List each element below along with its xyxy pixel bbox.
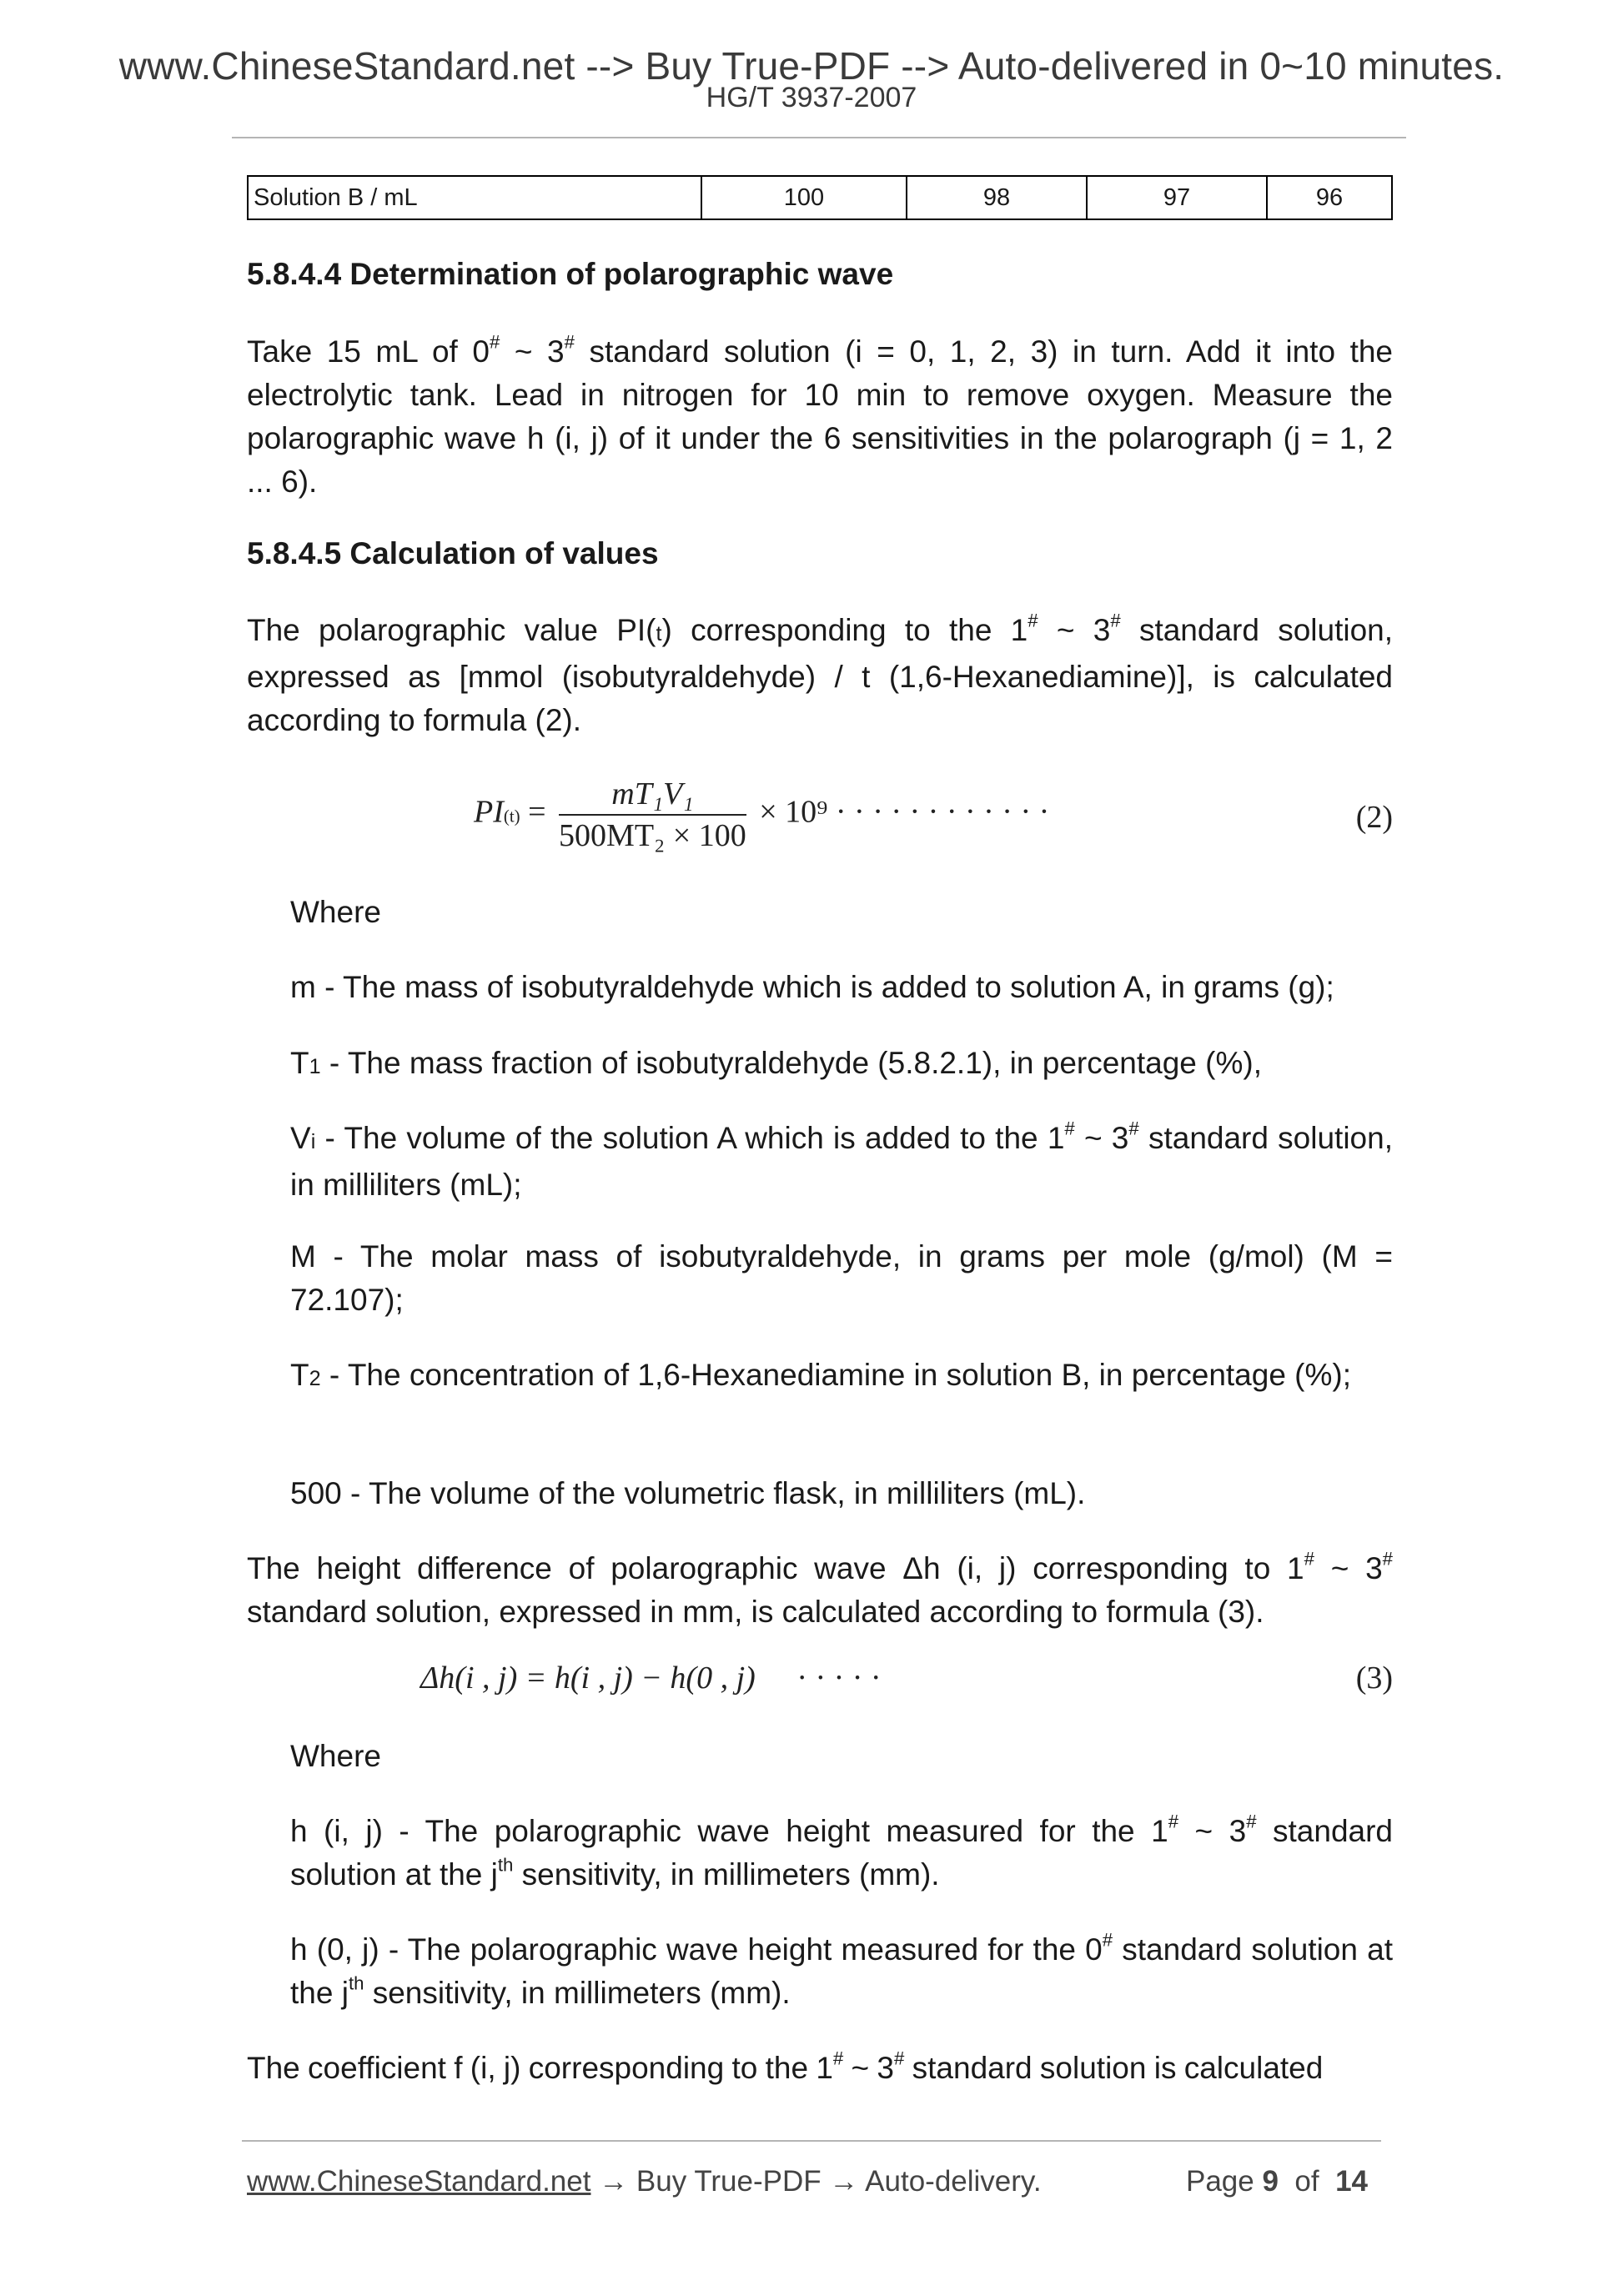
section-heading-5-8-4-5: 5.8.4.5 Calculation of values: [247, 536, 659, 570]
footer-divider: [242, 2140, 1381, 2142]
solution-table: [247, 175, 1393, 220]
table-cell: 97: [1087, 176, 1267, 219]
table-cell-label: Solution B / mL: [248, 176, 701, 219]
where-label: Where: [290, 895, 381, 929]
paragraph-determination: Take 15 mL of 0# ~ 3# standard solution (i = 0, 1, 2, 3) in turn. Add it into the electrolytic tank. Lead in nitrogen for 10 min to remove oxygen. Measure the polarographic wave h (i, j) of it under the 6 sensitivities in the polarograph (j = 1, 2 ... 6).: [247, 331, 1394, 499]
footer-text: www.ChineseStandard.net → Buy True-PDF → Auto-delivery.: [247, 2165, 1042, 2198]
definition-h-0j: h (0, j) - The polarographic wave height measured for the 0# standard solution at the $j^{th}$ sensitivity, in millimeters (mm).: [290, 1929, 1393, 2010]
paragraph-height-difference: The height difference of polarographic wave Δh (i, j) corresponding to 1# ~ 3# standard solution, expressed in mm, is calculated according to formula (3).: [247, 1548, 1393, 1629]
definition-500: 500 - The volume of the volumetric flask, in milliliters (mL).: [290, 1476, 1086, 1510]
header-divider: [232, 137, 1406, 138]
section-heading-5-8-4-4: 5.8.4.4 Determination of polarographic wave: [247, 257, 894, 291]
table-cell: 98: [907, 176, 1087, 219]
formula-2-fraction: $\frac{\text{mT₁V₁}}{\text{500MT₂ × 100}}$: [559, 776, 746, 853]
formula-2: PI(t) = $\frac{\text{mT₁V₁}}{\text{500MT₂ × 100}}$ × 10⁹ · · · · · · · · · · · · (2): [474, 776, 1393, 853]
definition-m: m - The mass of isobutyraldehyde which is added to solution A, in grams (g);: [290, 970, 1334, 1004]
definition-M: M - The molar mass of isobutyraldehyde, in grams per mole (g/mol) (M = 72.107);: [290, 1239, 1393, 1317]
table-cell: 96: [1267, 176, 1392, 219]
table-row: [248, 176, 1392, 219]
where-label-2: Where: [290, 1739, 381, 1773]
standard-code: HG/T 3937-2007: [706, 82, 917, 113]
definition-vi: Vi - The volume of the solution A which is added to the 1# ~ 3# standard solution, in milliliters (mL);: [290, 1118, 1393, 1202]
formula-3: Δh(i , j) = h(i , j) − h(0 , j) · · · · · (3): [420, 1660, 1393, 1696]
definition-t2: T2 - The concentration of 1,6-Hexanediamine in solution B, in percentage (%);: [290, 1358, 1352, 1392]
definition-t1: T1 - The mass fraction of isobutyraldehyde (5.8.2.1), in percentage (%),: [290, 1046, 1262, 1080]
footer-site-link[interactable]: www.ChineseStandard.net: [247, 2165, 591, 2198]
definition-h-ij: h (i, j) - The polarographic wave height measured for the 1# ~ 3# standard solution at the $j^{th}$ sensitivity, in millimeters (mm).: [290, 1811, 1393, 1892]
paragraph-calculation: The polarographic value PI(t) corresponding to the 1# ~ 3# standard solution, expressed as [mmol (isobutyraldehyde) / t (1,6-Hexanediamine)], is calculated according to formula (2).: [247, 610, 1394, 737]
page-number: Page 9 of 14: [1186, 2165, 1368, 2198]
table-cell: 100: [701, 176, 907, 219]
paragraph-coefficient: The coefficient f (i, j) corresponding to the 1# ~ 3# standard solution is calculated: [247, 2047, 1324, 2085]
site-banner: www.ChineseStandard.net --> Buy True-PDF --> Auto-delivered in 0~10 minutes.: [118, 44, 1505, 88]
